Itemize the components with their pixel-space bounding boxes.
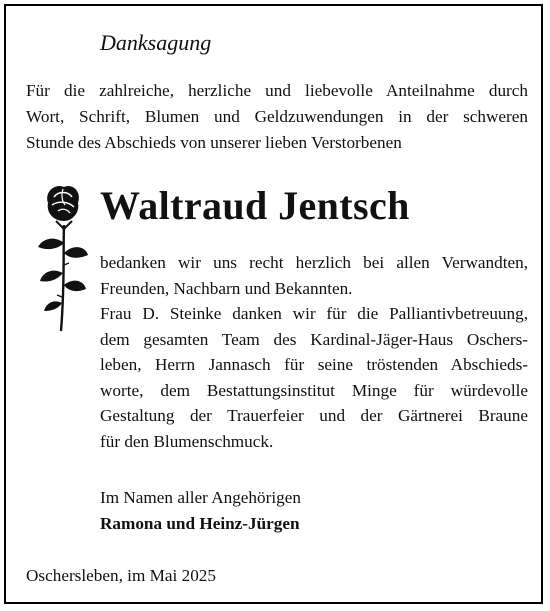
thanks-line: Freunden, Nachbarn und Bekannten. [100, 278, 353, 298]
rose-icon [34, 181, 90, 336]
thanks-line: Frau D. Steinke danken wir für die Palliantivbetreuung, [100, 304, 528, 323]
signature-intro: Im Namen aller Angehörigen [100, 488, 301, 507]
intro-line: Stunde des Abschieds von unserer lieben Verstorbenen [26, 133, 402, 152]
notice-heading: Danksagung [100, 30, 212, 55]
thanks-line: worte, dem Bestattungsinstitut Minge für würdevolle [100, 380, 528, 400]
thanks-line: dem gesamten Team des Kardinal-Jäger-Haus Oschers- [100, 329, 528, 349]
intro-paragraph [26, 78, 528, 156]
thanks-line: für den Blumenschmuck. [100, 431, 274, 451]
thanks-line: bedanken wir uns recht herzlich bei allen Verwandten, [100, 253, 528, 272]
place-date: Oschersleben, im Mai 2025 [26, 566, 216, 585]
intro-line: Wort, Schrift, Blumen und Geldzuwendungen in der schweren [26, 107, 528, 126]
deceased-name: Waltraud Jentsch [100, 183, 410, 228]
signature-names: Ramona und Heinz-Jürgen [100, 514, 300, 533]
thanks-paragraph [100, 250, 528, 454]
intro-line: Für die zahlreiche, herzliche und liebevolle Anteilnahme durch [26, 81, 528, 100]
thanks-line: Gestaltung der Trauerfeier und der Gärtnerei Braune [100, 406, 528, 425]
thanks-line: leben, Herrn Jannasch für seine tröstenden Abschieds- [100, 355, 528, 374]
notice-frame [4, 4, 543, 604]
